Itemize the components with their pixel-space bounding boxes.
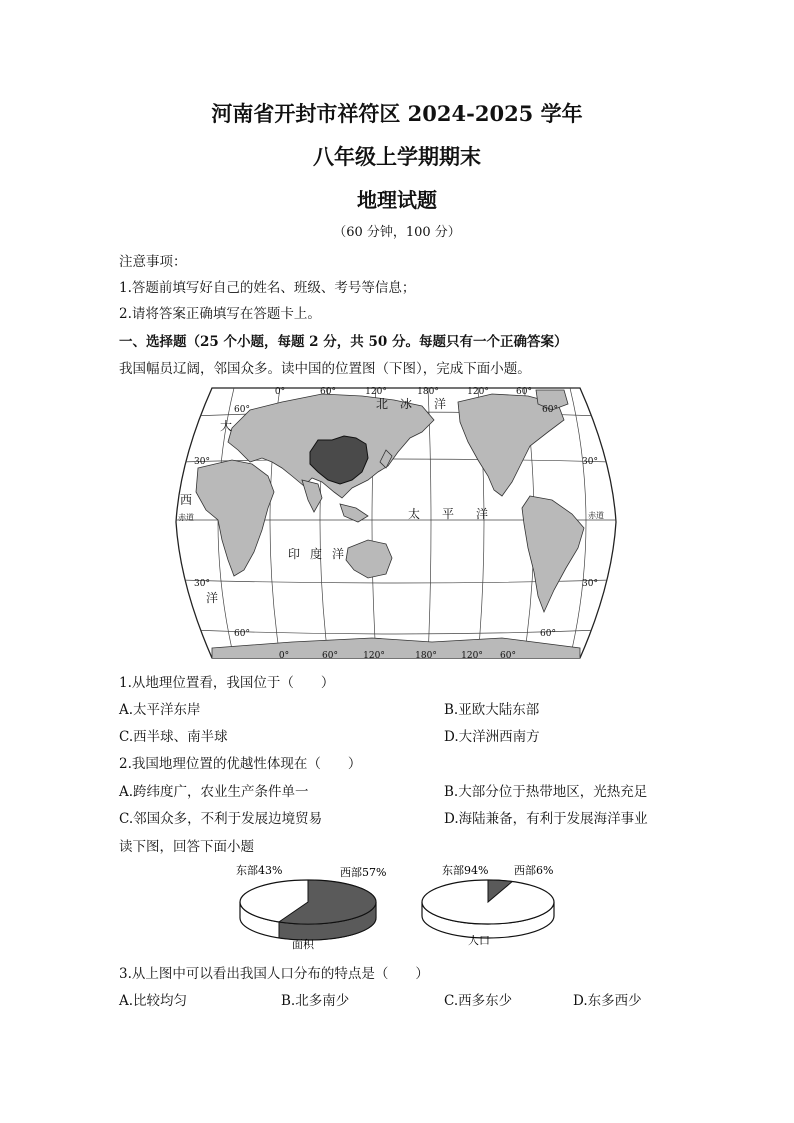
ocean-arctic-char3: 洋 bbox=[434, 397, 447, 411]
ocean-pacific-char3: 洋 bbox=[476, 507, 489, 521]
map-lon-top-2: 120° bbox=[365, 387, 387, 397]
q1-option-b[interactable]: B.亚欧大陆东部 bbox=[444, 702, 540, 718]
pie-area-caption: 面积 bbox=[292, 938, 314, 951]
ocean-indian-char2: 度 bbox=[310, 547, 323, 561]
pie-area-label-west: 西部57% bbox=[340, 866, 387, 879]
exam-title-line2: 八年级上学期期末 bbox=[313, 144, 481, 169]
ocean-indian-char3: 洋 bbox=[332, 547, 345, 561]
map-lat-left-equator: 赤道 bbox=[178, 513, 194, 522]
pie-population-label-east: 东部94% bbox=[442, 864, 489, 877]
ocean-atlantic-bot: 洋 bbox=[206, 591, 219, 605]
map-lat-right-60s: 60° bbox=[540, 629, 556, 639]
question-3-stem: 3.从上图中可以看出我国人口分布的特点是（ ） bbox=[119, 966, 429, 982]
map-lon-bottom-5: 60° bbox=[500, 651, 516, 661]
q1-option-a[interactable]: A.太平洋东岸 bbox=[119, 702, 201, 718]
exam-duration: （60 分钟，100 分） bbox=[333, 225, 461, 240]
world-map-figure bbox=[172, 380, 620, 665]
exam-title-line1: 河南省开封市祥符区 2024-2025 学年 bbox=[211, 101, 583, 126]
question-intro-map: 我国幅员辽阔，邻国众多。读中国的位置图（下图），完成下面小题。 bbox=[119, 361, 531, 377]
ocean-atlantic-mid: 西 bbox=[180, 493, 193, 507]
q2-option-a[interactable]: A.跨纬度广，农业生产条件单一 bbox=[119, 784, 309, 800]
q2-option-b[interactable]: B.大部分位于热带地区，光热充足 bbox=[444, 784, 648, 800]
pie-population-label-west: 西部6% bbox=[514, 864, 554, 877]
section-heading: 一、选择题（25 个小题，每题 2 分，共 50 分。每题只有一个正确答案） bbox=[119, 334, 568, 350]
note-item-2: 2.请将答案正确填写在答题卡上。 bbox=[119, 306, 321, 322]
question-intro-charts: 读下图，回答下面小题 bbox=[119, 839, 254, 855]
q3-option-d[interactable]: D.东多西少 bbox=[573, 993, 642, 1009]
ocean-pacific-char2: 平 bbox=[442, 507, 455, 521]
pie-charts-figure bbox=[230, 856, 570, 952]
pie-area bbox=[236, 864, 386, 951]
map-lat-right-equator: 赤道 bbox=[588, 511, 604, 520]
q3-option-c[interactable]: C.西多东少 bbox=[444, 993, 513, 1009]
ocean-arctic-char1: 北 bbox=[376, 397, 389, 411]
q3-option-a[interactable]: A.比较均匀 bbox=[119, 993, 188, 1009]
map-lat-right-30n: 30° bbox=[582, 457, 598, 467]
q2-option-d[interactable]: D.海陆兼备，有利于发展海洋事业 bbox=[444, 811, 648, 827]
exam-subject-title: 地理试题 bbox=[357, 188, 437, 212]
map-lat-left-30s: 30° bbox=[194, 579, 210, 589]
map-lon-bottom-2: 120° bbox=[363, 651, 385, 661]
map-lon-top-3: 180° bbox=[417, 387, 439, 397]
q1-option-d[interactable]: D.大洋洲西南方 bbox=[444, 729, 540, 745]
map-lat-right-60n: 60° bbox=[542, 405, 558, 415]
question-1-stem: 1.从地理位置看，我国位于（ ） bbox=[119, 675, 335, 691]
map-lat-left-60s: 60° bbox=[234, 629, 250, 639]
ocean-atlantic-top: 大 bbox=[220, 419, 233, 433]
q3-option-b[interactable]: B.北多南少 bbox=[281, 993, 350, 1009]
notes-heading: 注意事项： bbox=[119, 254, 187, 270]
map-lat-left-30n: 30° bbox=[194, 457, 210, 467]
map-lon-top-1: 60° bbox=[320, 387, 336, 397]
map-lon-bottom-3: 180° bbox=[415, 651, 437, 661]
pie-population-caption: 人口 bbox=[468, 934, 490, 947]
pie-area-label-east: 东部43% bbox=[236, 864, 283, 877]
map-lon-bottom-0: 0° bbox=[278, 651, 290, 661]
map-lat-left-60n: 60° bbox=[234, 405, 250, 415]
map-lon-top-4: 120° bbox=[467, 387, 489, 397]
ocean-arctic-char2: 冰 bbox=[400, 397, 413, 411]
note-item-1: 1.答题前填写好自己的姓名、班级、考号等信息； bbox=[119, 280, 416, 296]
ocean-pacific-char1: 太 bbox=[408, 507, 421, 521]
map-lon-top-5: 60° bbox=[516, 387, 532, 397]
map-lon-bottom-1: 60° bbox=[322, 651, 338, 661]
question-2-stem: 2.我国地理位置的优越性体现在（ ） bbox=[119, 756, 362, 772]
ocean-indian-char1: 印 bbox=[288, 547, 301, 561]
map-lon-bottom-4: 120° bbox=[461, 651, 483, 661]
q1-option-c[interactable]: C.西半球、南半球 bbox=[119, 729, 228, 745]
pie-population bbox=[422, 864, 554, 947]
map-lon-top-0: 0° bbox=[274, 387, 286, 397]
q2-option-c[interactable]: C.邻国众多，不利于发展边境贸易 bbox=[119, 811, 323, 827]
map-lat-right-30s: 30° bbox=[582, 579, 598, 589]
